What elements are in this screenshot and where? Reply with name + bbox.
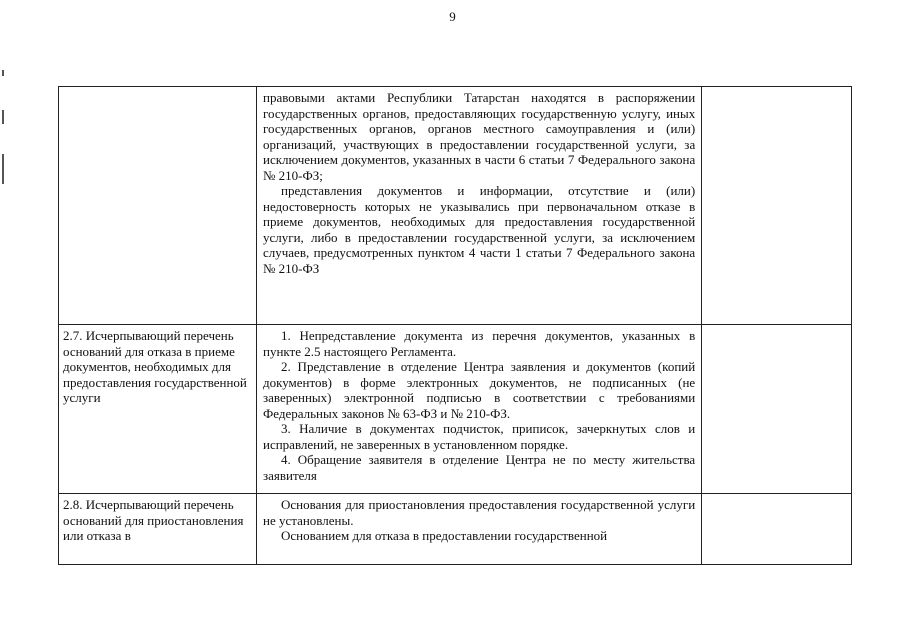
- row-note-cell: [702, 494, 852, 565]
- table-row: [59, 325, 852, 494]
- row-note: [702, 494, 851, 497]
- content-paragraph: 3. Наличие в документах подчисток, приписок, зачеркнутых слов и исправлений, не заверенных в установленном порядке.: [262, 421, 696, 452]
- row-note: [702, 87, 851, 90]
- regulation-table: [58, 86, 852, 565]
- row-note-cell: [702, 325, 852, 494]
- row-label-cell: [59, 494, 257, 565]
- content-paragraph: Основания для приостановления предоставления государственной услуги не установлены.: [262, 497, 696, 528]
- content-paragraph: Основанием для отказа в предоставлении государственной: [280, 528, 608, 543]
- table-row: [59, 87, 852, 325]
- table-row: [59, 494, 852, 565]
- content-paragraph: 1. Непредставление документа из перечня документов, указанных в пункте 2.5 настоящего Регламента.: [262, 328, 696, 359]
- content-paragraph: 4. Обращение заявителя в отделение Центра не по месту жительства заявителя: [262, 452, 696, 483]
- scan-margin-marks: [2, 70, 6, 200]
- row-label-cell: [59, 87, 257, 325]
- row-label-cell: [59, 325, 257, 494]
- page-number: 9: [449, 9, 456, 24]
- row-label: 2.8. Исчерпывающий перечень оснований для приостановления или отказа в: [63, 497, 244, 543]
- content-paragraph: правовыми актами Республики Татарстан находятся в распоряжении государственных органов, предоставляющих государственную услугу, иных государственных органов, органов местного самоуправления и (или) организаций, участвующих в предоставлении государственной услуги, за исключением документов, указанных в части 6 статьи 7 Федерального закона № 210-ФЗ;: [262, 90, 696, 183]
- row-note-cell: [702, 87, 852, 325]
- row-note: [702, 325, 851, 328]
- row-label: [59, 87, 256, 90]
- row-content-cell: [256, 494, 701, 565]
- content-paragraph: представления документов и информации, отсутствие и (или) недостоверность которых не указывались при первоначальном отказе в приеме документов, необходимых для предоставления государственной услуги, либо в предоставлении государственной услуги, за исключением случаев, предусмотренных пунктом 4 части 1 статьи 7 Федерального закона № 210-ФЗ: [262, 183, 696, 276]
- row-content-cell: [256, 325, 701, 494]
- row-content-cell: [256, 87, 701, 325]
- content-paragraph: 2. Представление в отделение Центра заявления и документов (копий документов) в форме электронных документов, не подписанных (не заверенных) электронной подписью в соответствии с требованиями Федеральных законов № 63-ФЗ и № 210-ФЗ.: [262, 359, 696, 421]
- row-label: 2.7. Исчерпывающий перечень оснований для отказа в приеме документов, необходимых для предоставления государственной услуги: [63, 328, 247, 405]
